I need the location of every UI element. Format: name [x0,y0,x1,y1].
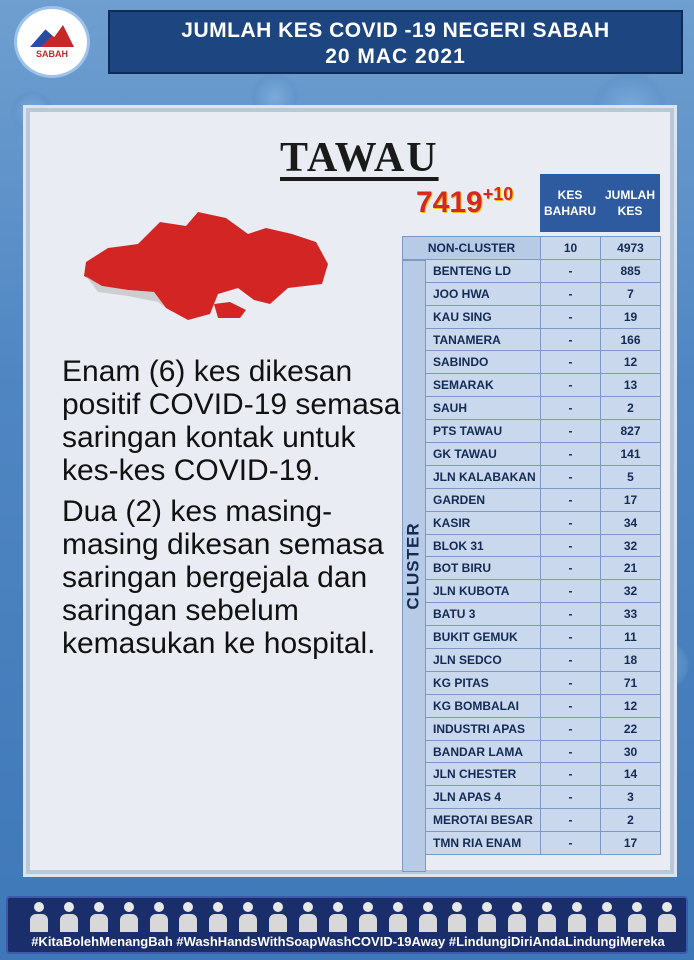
tawau-district-map-icon [78,204,338,334]
cluster-total-cases: 17 [601,832,661,855]
header-title: JUMLAH KES COVID -19 NEGERI SABAH [181,19,610,42]
non-cluster-new-cases: 10 [541,237,601,260]
cluster-total-cases: 827 [601,420,661,443]
table-row [403,397,661,420]
cluster-total-cases: 19 [601,305,661,328]
frontliner-figure-icon [387,900,409,934]
cluster-new-cases: - [541,374,601,397]
cluster-total-cases: 885 [601,259,661,282]
cluster-name: KG BOMBALAI [403,694,541,717]
table-row [403,694,661,717]
announcement-paragraph-2: Dua (2) kes masing-masing dikesan semasa saringan bergejala dan saringan sebelum kemasukan ke hospital. [62,495,384,660]
table-row [403,626,661,649]
cluster-name: BANDAR LAMA [403,740,541,763]
cluster-new-cases: - [541,443,601,466]
cluster-new-cases: - [541,282,601,305]
cluster-new-cases: - [541,305,601,328]
cluster-new-cases: - [541,694,601,717]
cluster-new-cases: - [541,717,601,740]
cluster-new-cases: - [541,534,601,557]
cluster-total-cases: 71 [601,671,661,694]
frontliner-figure-icon [148,900,170,934]
sabah-state-logo-icon [30,25,74,47]
header-total-cases: JUMLAH KES [600,174,660,232]
table-row [403,534,661,557]
cluster-name: BUKIT GEMUK [403,626,541,649]
table-row [403,511,661,534]
frontliner-figure-icon [28,900,50,934]
cluster-new-cases: - [541,809,601,832]
total-cases-value: 7419 [416,186,483,219]
cluster-total-cases: 7 [601,282,661,305]
cluster-total-cases: 32 [601,580,661,603]
cluster-total-cases: 5 [601,465,661,488]
cluster-label-text: CLUSTER [404,522,423,610]
announcement-paragraph-1: Enam (6) kes dikesan positif COVID-19 semasa saringan kontak untuk kes-kes COVID-19. [62,355,401,487]
cluster-total-cases: 12 [601,351,661,374]
frontliner-figure-icon [417,900,439,934]
cluster-name: KAU SING [403,305,541,328]
logo-text: SABAH [35,49,68,59]
cluster-new-cases: - [541,259,601,282]
cluster-new-cases: - [541,626,601,649]
table-row [403,305,661,328]
cluster-total-cases: 12 [601,694,661,717]
cluster-new-cases: - [541,420,601,443]
cluster-new-cases: - [541,351,601,374]
table-row [403,420,661,443]
cluster-total-cases: 2 [601,809,661,832]
footer-banner [6,896,688,954]
table-row [403,488,661,511]
table-row [403,351,661,374]
cluster-name: JLN CHESTER [403,763,541,786]
cluster-total-cases: 21 [601,557,661,580]
district-title: TAWAU [280,135,439,181]
table-row [403,717,661,740]
cluster-total-cases: 3 [601,786,661,809]
cluster-new-cases: - [541,397,601,420]
cluster-name: SAUH [403,397,541,420]
cluster-new-cases: - [541,603,601,626]
frontliner-figure-icon [566,900,588,934]
cluster-new-cases: - [541,649,601,672]
table-row [403,374,661,397]
table-row [403,282,661,305]
cluster-name: GARDEN [403,488,541,511]
table-row [403,443,661,466]
cluster-name: BLOK 31 [403,534,541,557]
cluster-name: GK TAWAU [403,443,541,466]
cluster-total-cases: 22 [601,717,661,740]
cluster-name: JLN APAS 4 [403,786,541,809]
frontliner-figure-icon [327,900,349,934]
cluster-total-cases: 32 [601,534,661,557]
frontliner-figure-icon [536,900,558,934]
table-row [403,328,661,351]
cluster-new-cases: - [541,671,601,694]
frontliner-figure-icon [118,900,140,934]
cluster-name: TANAMERA [403,328,541,351]
cluster-name: TMN RIA ENAM [403,832,541,855]
frontliner-figure-icon [58,900,80,934]
cluster-name: SEMARAK [403,374,541,397]
cluster-total-cases: 2 [601,397,661,420]
cluster-name: SABINDO [403,351,541,374]
cluster-total-cases: 141 [601,443,661,466]
cluster-name: PTS TAWAU [403,420,541,443]
frontliner-figure-icon [476,900,498,934]
cluster-name: MEROTAI BESAR [403,809,541,832]
cluster-total-cases: 18 [601,649,661,672]
cluster-total-cases: 13 [601,374,661,397]
frontliner-figure-icon [88,900,110,934]
cluster-total-cases: 14 [601,763,661,786]
table-row [403,671,661,694]
cluster-new-cases: - [541,832,601,855]
cluster-total-cases: 17 [601,488,661,511]
announcement-text [62,355,402,668]
cluster-total-cases: 30 [601,740,661,763]
table-row [403,603,661,626]
case-table [402,236,661,855]
cluster-name: JLN KUBOTA [403,580,541,603]
cluster-total-cases: 33 [601,603,661,626]
cluster-new-cases: - [541,786,601,809]
frontliner-figure-icon [656,900,678,934]
cluster-total-cases: 166 [601,328,661,351]
frontliner-figure-icon [446,900,468,934]
table-row [403,580,661,603]
cluster-name: INDUSTRI APAS [403,717,541,740]
main-panel [26,108,674,874]
cluster-name: BOT BIRU [403,557,541,580]
cluster-name: JLN SEDCO [403,649,541,672]
cluster-total-cases: 34 [601,511,661,534]
cluster-new-cases: - [541,740,601,763]
cluster-new-cases: - [541,557,601,580]
total-new-cases: +10 [482,184,514,204]
frontliner-figure-icon [177,900,199,934]
cluster-new-cases: - [541,580,601,603]
cluster-new-cases: - [541,488,601,511]
cluster-name: BATU 3 [403,603,541,626]
non-cluster-label: NON-CLUSTER [403,237,541,260]
cluster-total-cases: 11 [601,626,661,649]
frontliner-figure-icon [207,900,229,934]
table-row [403,465,661,488]
cluster-name: JOO HWA [403,282,541,305]
frontliner-figure-icon [297,900,319,934]
cluster-name: KG PITAS [403,671,541,694]
frontliner-figure-icon [506,900,528,934]
frontliner-figure-icon [237,900,259,934]
cluster-name: KASIR [403,511,541,534]
cluster-name: BENTENG LD [403,259,541,282]
sabah-logo [14,6,90,78]
frontliner-figures-icon [28,900,678,934]
footer-hashtags: #KitaBolehMenangBah #WashHandsWithSoapWashCOVID-19Away #LindungiDiriAndaLindungiMereka [31,934,665,949]
table-row [403,259,661,282]
cluster-new-cases: - [541,465,601,488]
table-row [403,786,661,809]
table-row [403,557,661,580]
total-cases [416,186,513,220]
table-row [403,763,661,786]
cluster-new-cases: - [541,763,601,786]
table-row [403,740,661,763]
table-row [403,649,661,672]
table-row [403,809,661,832]
page-header [108,10,683,74]
frontliner-figure-icon [267,900,289,934]
cluster-new-cases: - [541,511,601,534]
frontliner-figure-icon [357,900,379,934]
header-new-cases: KES BAHARU [540,174,600,232]
header-date: 20 MAC 2021 [325,45,466,68]
frontliner-figure-icon [626,900,648,934]
table-row-non-cluster [403,237,661,260]
cluster-label [402,260,426,872]
cluster-name: JLN KALABAKAN [403,465,541,488]
frontliner-figure-icon [596,900,618,934]
cluster-new-cases: - [541,328,601,351]
non-cluster-total-cases: 4973 [601,237,661,260]
table-row [403,832,661,855]
